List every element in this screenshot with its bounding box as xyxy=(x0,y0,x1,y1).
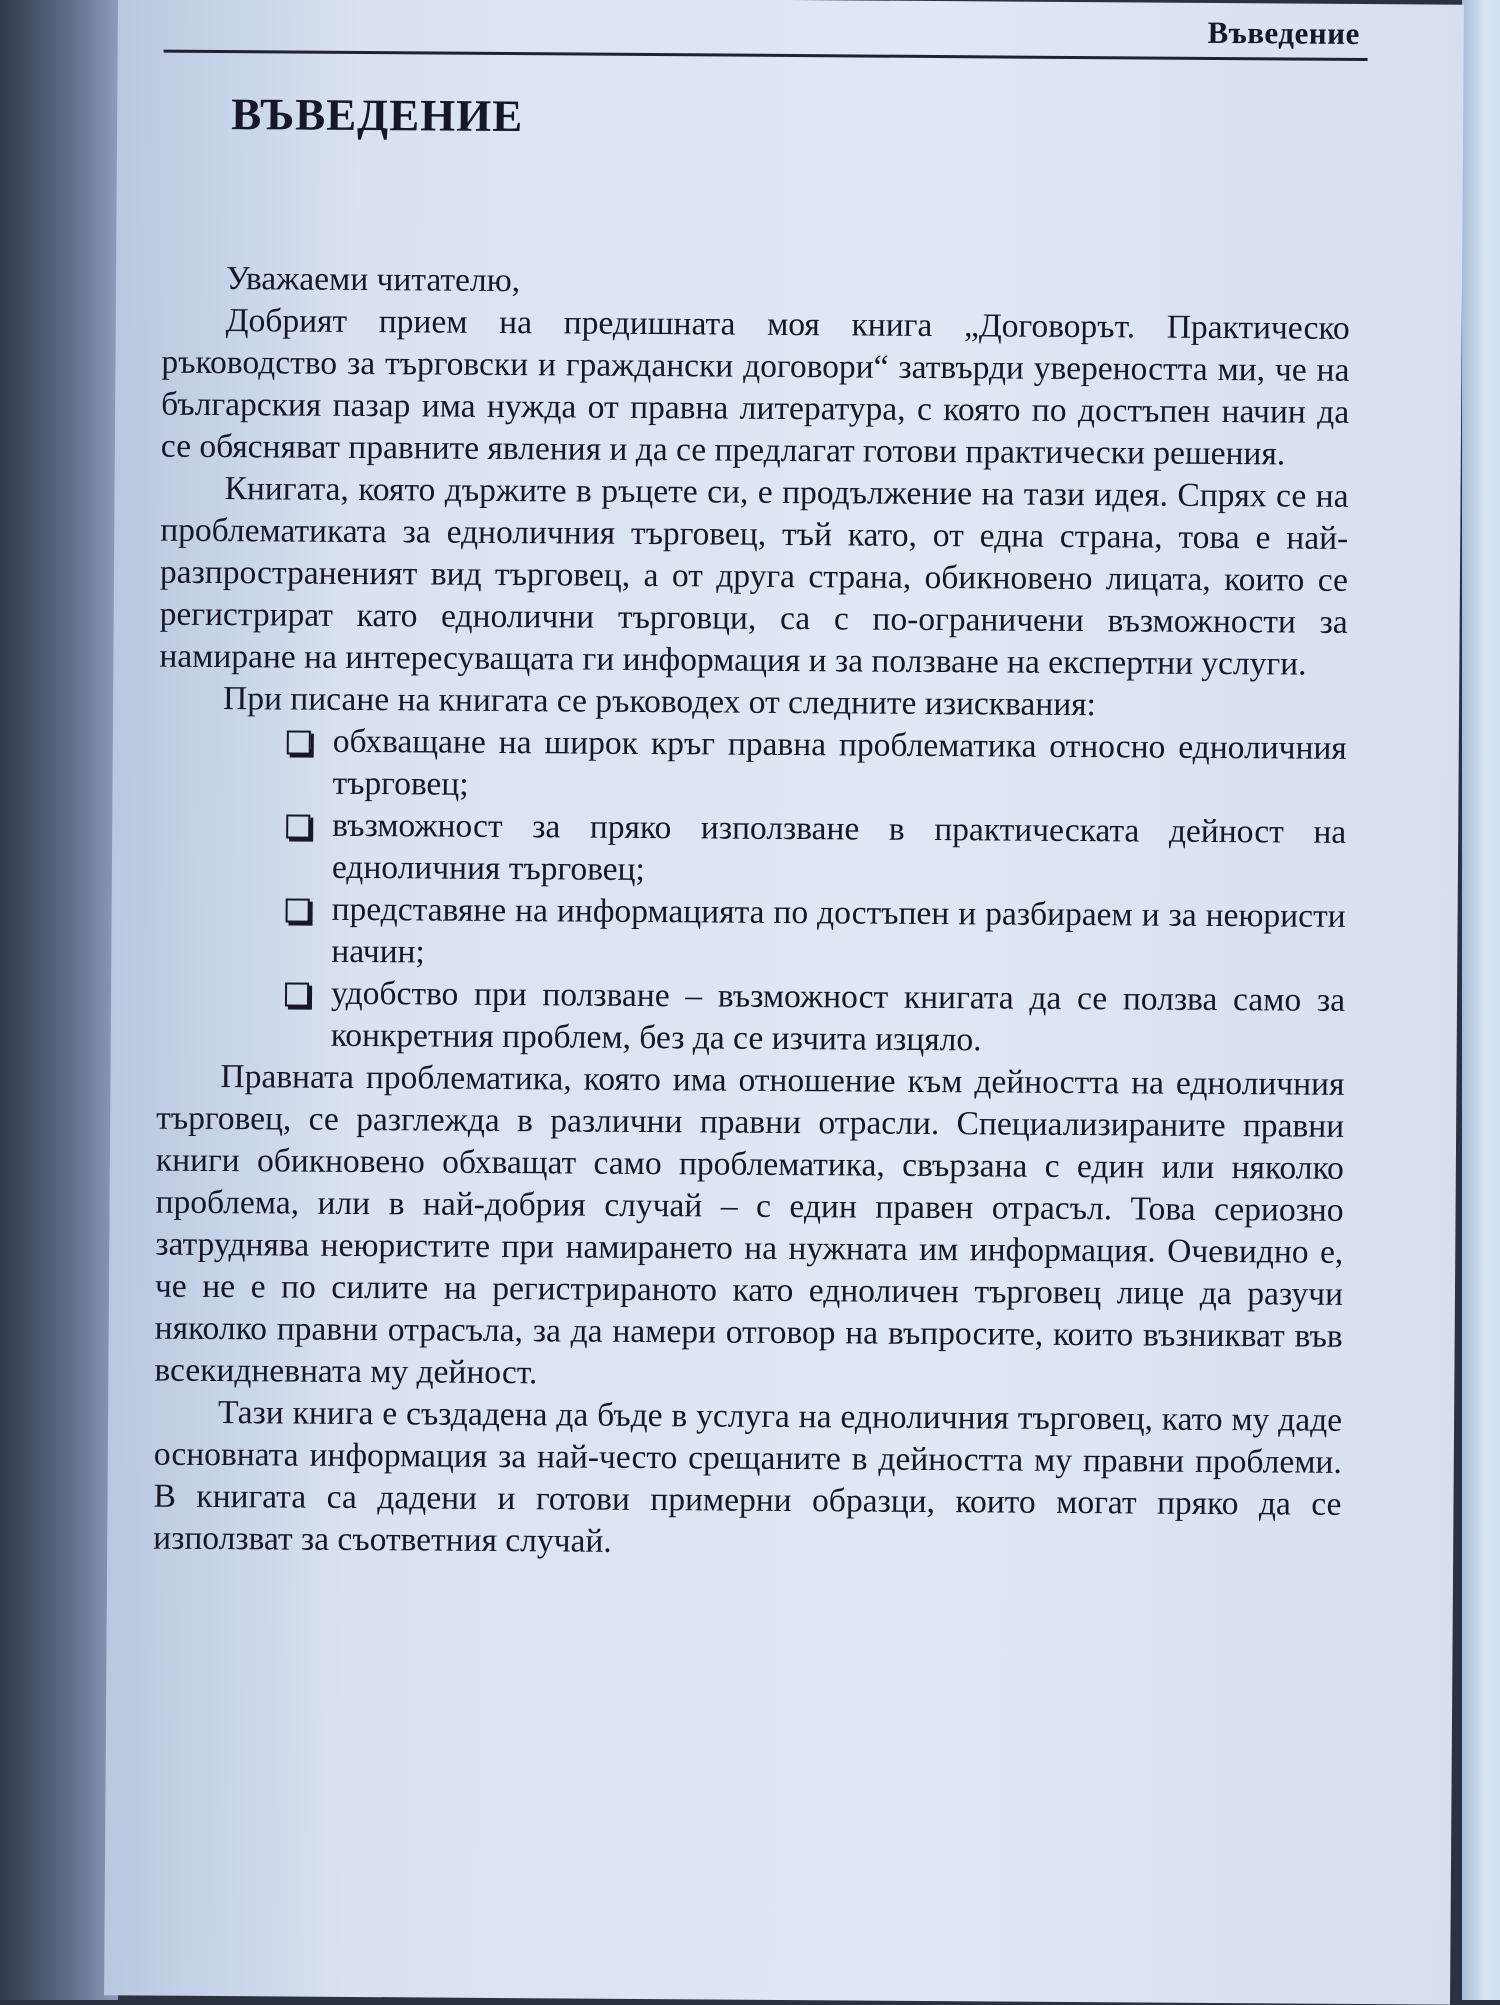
list-item xyxy=(286,804,1347,895)
list-item xyxy=(285,972,1346,1063)
list-item xyxy=(285,888,1346,979)
paragraph: Правната проблематика, която има отношение към дейността на едноличния търговец, се разглежда в различни правни отрасли. Специализираните правни книги обикновено обхващат само проблематика, свързана с един или няколко проблема, или в най-добрия случай – с един правен отрасъл. Това сериозно затруднява неюристите при намирането на нужната им информация. Очевидно е, че не е по силите на регистрираното като едноличен търговец лице да разучи няколко правни отрасъла, за да намери отговор на въпросите, които възникват във всекидневната му дейност. xyxy=(154,1058,1345,1392)
body-text xyxy=(153,258,1350,1568)
list-item-text: представяне на информацията по достъпен и разбираем и за неюристи начин; xyxy=(331,890,1346,971)
book-gutter xyxy=(0,0,118,2000)
book-page xyxy=(104,0,1464,2005)
list-item xyxy=(286,720,1347,811)
checkbox-bullet-icon xyxy=(286,814,310,838)
checkbox-bullet-icon xyxy=(285,982,309,1006)
running-head: Въведение xyxy=(1207,14,1360,51)
next-page-edge xyxy=(1462,0,1500,2000)
header-rule xyxy=(164,50,1368,61)
list-item-text: обхващане на широк кръг правна проблематика относно едноличния търговец; xyxy=(332,722,1347,803)
checkbox-bullet-icon xyxy=(287,730,311,754)
chapter-title: ВЪВЕДЕНИЕ xyxy=(231,89,524,142)
paragraph: Тази книга е създадена да бъде в услуга на едноличния търговец, като му даде основната информация за най-често срещаните в дейността му правни проблеми. В книгата са дадени и готови примерни образци, които могат пряко да се използват за съответния случай. xyxy=(153,1394,1343,1560)
list-item-text: удобство при ползване – възможност книгата да се ползва само за конкретния проблем, без да се изчита изцяло. xyxy=(330,974,1346,1059)
greeting: Уважаеми читателю, xyxy=(225,260,521,300)
requirements-intro: При писане на книгата се ръководех от следните изисквания: xyxy=(222,680,1097,724)
paragraph: Книгата, която държите в ръцете си, е продължение на тази идея. Спрях се на проблематиката за едноличния търговец, тъй като, от една страна, това е най-разпространеният вид търговец, а от друга страна, обикновено лицата, които се регистрират като еднолични търговци, са с по-ограничени възможности за намиране на интересуващата ги информация и за ползване на експертни услуги. xyxy=(159,470,1349,683)
paragraph: Добрият прием на предишната моя книга „Договорът. Практическо ръководство за търговски и граждански договори“ затвърди увереността ми, че на българския пазар има нужда от правна литература, с която по достъпен начин да се обясняват правните явления и да се предлагат готови практически решения. xyxy=(160,302,1350,473)
checkbox-bullet-icon xyxy=(286,898,310,922)
requirements-list xyxy=(157,720,1347,1064)
list-item-text: възможност за пряко използване в практическата дейност на едноличния търговец; xyxy=(331,806,1347,889)
